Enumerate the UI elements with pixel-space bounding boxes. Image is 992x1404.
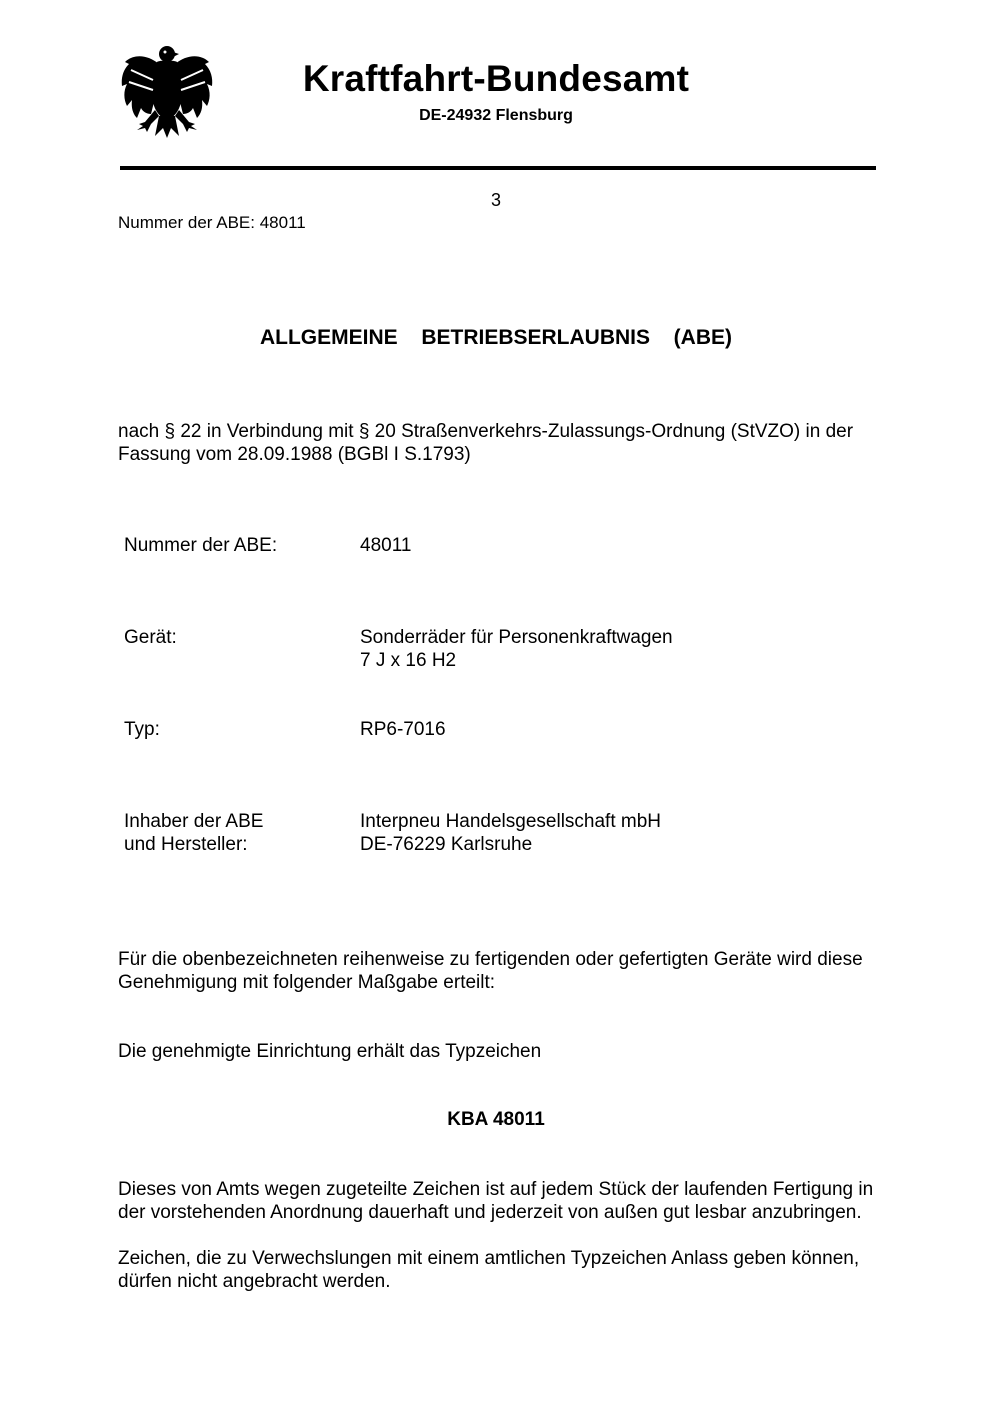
- field-label-device: Gerät:: [124, 627, 177, 648]
- field-value-device: Sonderräder für Personenkraftwagen 7 J x 16 H2: [360, 627, 673, 671]
- approval-paragraph: Für die obenbezeichneten reihenweise zu fertigenden oder gefertigten Geräte wird diese Genehmigung mit folgender Maßgabe erteilt:: [118, 949, 863, 993]
- header-divider: [120, 166, 876, 170]
- type-mark: KBA 48011: [447, 1109, 545, 1130]
- field-label-abe-number: Nummer der ABE:: [124, 535, 278, 556]
- field-value-holder: Interpneu Handelsgesellschaft mbH DE-76229 Karlsruhe: [360, 811, 662, 855]
- page-number: 3: [490, 190, 501, 210]
- abe-reference-number: Nummer der ABE: 48011: [118, 213, 306, 232]
- legal-basis-paragraph: nach § 22 in Verbindung mit § 20 Straßenverkehrs-Zulassungs-Ordnung (StVZO) in der Fassung vom 28.09.1988 (BGBl I S.1793): [118, 421, 854, 465]
- field-label-holder: Inhaber der ABE und Hersteller:: [124, 811, 264, 855]
- type-mark-rules-paragraph: Dieses von Amts wegen zugeteilte Zeichen ist auf jedem Stück der laufenden Fertigung in der vorstehenden Anordnung dauerhaft und jederzeit von außen gut lesbar anzubringen.: [118, 1179, 874, 1223]
- field-value-type: RP6-7016: [360, 719, 446, 740]
- field-label-type: Typ:: [124, 719, 160, 740]
- org-address: DE-24932 Flensburg: [419, 107, 573, 124]
- field-value-abe-number: 48011: [360, 535, 412, 556]
- org-name: Kraftfahrt-Bundesamt: [302, 58, 690, 99]
- type-mark-warning-paragraph: Zeichen, die zu Verwechslungen mit einem amtlichen Typzeichen Anlass geben können, dürfen nicht angebracht werden.: [118, 1248, 860, 1292]
- type-mark-intro: Die genehmigte Einrichtung erhält das Typzeichen: [118, 1041, 542, 1062]
- document-title: ALLGEMEINE BETRIEBSERLAUBNIS (ABE): [259, 326, 732, 349]
